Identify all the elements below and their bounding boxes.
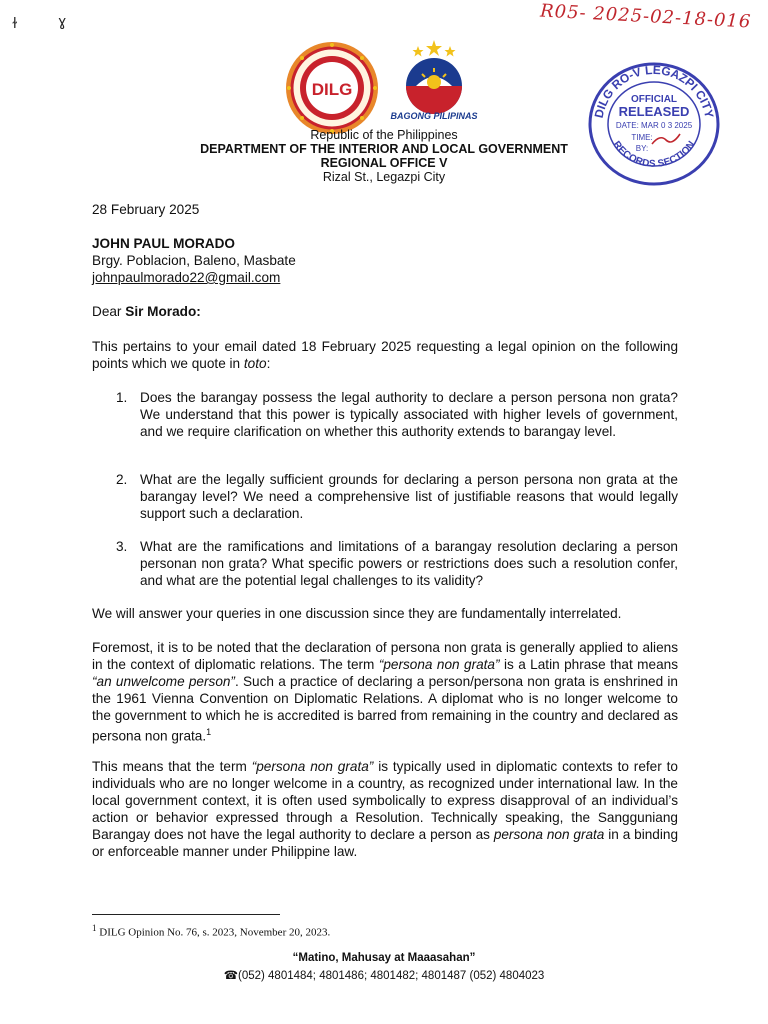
stamp-official: OFFICIAL	[630, 94, 678, 105]
republic-line: Republic of the Philippines	[310, 128, 458, 142]
salutation-prefix: Dear	[92, 304, 126, 319]
recipient-address: Brgy. Poblacion, Baleno, Masbate	[92, 253, 296, 268]
dilg-seal-logo	[284, 40, 380, 136]
stamp-signature	[652, 134, 680, 144]
p2-term-2: persona non grata	[493, 827, 605, 842]
footnote-number: 1	[92, 923, 97, 933]
footnote-divider	[92, 914, 280, 915]
stamp-date: DATE: MAR 0 3 2025	[615, 121, 693, 130]
question-3-number: 3.	[116, 539, 128, 554]
recipient-name: JOHN PAUL MORADO	[92, 236, 235, 251]
bagong-pilipinas-label: BAGONG PILIPINAS	[390, 111, 478, 121]
p2-term: “persona non grata”	[251, 759, 374, 774]
margin-mark-right: ɣ	[58, 14, 67, 30]
p2-text-a: This means that the term	[92, 759, 252, 774]
stamp-ring-top: DILG RO-V LEGAZPI CITY	[591, 62, 717, 120]
office-address: Rizal St., Legazpi City	[322, 170, 446, 184]
recipient-email[interactable]: johnpaulmorado22@gmail.com	[92, 270, 281, 285]
p1-text-b: is a Latin phrase that means	[499, 657, 678, 672]
p1-text-c: . Such a practice of declaring a person/persona non grata is enshrined in the 1961 Vienna Convention on Diplomatic Relations. A diplomat who is no longer welcome to the government to which he is accredited is barred from remaining in the country and declared as persona non grata.	[92, 674, 678, 744]
footnote-ref: 1	[206, 727, 212, 737]
salutation-name: Sir Morado:	[125, 304, 201, 319]
footnote-text: DILG Opinion No. 76, s. 2023, November 20, 2023.	[96, 926, 331, 939]
intro-text: This pertains to your email dated 18 February 2025 requesting a legal opinion on the following points which we quote in	[92, 339, 678, 371]
p1-text-a: Foremost, it is to be noted that the declaration of persona non grata is generally applied to aliens in the context of diplomatic relations. The term	[92, 640, 678, 672]
stamp-by: BY:	[635, 144, 649, 153]
p1-term: “persona non grata”	[378, 657, 500, 672]
footer-motto: “Matino, Mahusay at Maaasahan”	[292, 952, 476, 964]
stamp-released: RELEASED	[618, 104, 690, 119]
stamp-time: TIME:	[631, 133, 653, 142]
paragraph-foremost	[92, 639, 678, 745]
reference-code: R05- 2025-02-18-016	[539, 0, 752, 33]
paragraph-this-means	[92, 758, 678, 860]
intro-toto: toto	[243, 356, 267, 371]
footer-contact	[0, 968, 768, 982]
official-released-stamp	[582, 58, 726, 186]
question-3-text: What are the ramifications and limitations of a barangay resolution declaring a person personan non grata? What specific powers or restrictions does such a resolution confer, and what are the potential legal challenges to its validity?	[140, 539, 678, 588]
salutation	[92, 304, 201, 319]
intro-end: :	[266, 356, 271, 371]
stamp-ring-bottom: RECORDS SECTION	[610, 139, 698, 170]
question-2-number: 2.	[116, 472, 128, 487]
footnote	[92, 923, 330, 939]
intro-paragraph	[92, 338, 678, 372]
footer-phone-numbers: (052) 4801484; 4801486; 4801482; 4801487 (052) 4804023	[238, 970, 545, 982]
dilg-seal-text: DILG	[311, 80, 353, 99]
svg-text:RECORDS SECTION	[611, 139, 698, 170]
regional-office: REGIONAL OFFICE V	[320, 156, 448, 170]
letter-date: 28 February 2025	[92, 202, 200, 217]
department-name: DEPARTMENT OF THE INTERIOR AND LOCAL GOVERNMENT	[200, 142, 568, 156]
answer-note: We will answer your queries in one discussion since they are fundamentally interrelated.	[92, 606, 622, 621]
p2-text-b: is typically used in diplomatic contexts to refer to individuals who are no longer welcome in a country, as recognized under international law. In the local government context, it is often used symbolically to express disapproval of an individual’s action or behavior expressed through a Resolution. Technically speaking, the Sangguniang Barangay does not have the legal authority to declare a person as	[92, 759, 678, 842]
p2-text-c: in a binding or enforceable manner under Philippine law.	[92, 827, 679, 859]
question-2-text: What are the legally sufficient grounds for declaring a person persona non grata at the barangay level? We need a comprehensive list of justifiable reasons that would legally support such a declaration.	[140, 472, 678, 521]
margin-mark-left: ɫ	[12, 16, 18, 32]
question-1-number: 1.	[116, 390, 128, 405]
p1-meaning: “an unwelcome person”	[92, 674, 235, 689]
phone-icon: ☎	[223, 970, 238, 982]
question-1-text: Does the barangay possess the legal authority to declare a person persona non grata? We understand that this power is typically associated with higher levels of government, and we require clarification on whether this authority extends to barangay level.	[140, 390, 678, 439]
